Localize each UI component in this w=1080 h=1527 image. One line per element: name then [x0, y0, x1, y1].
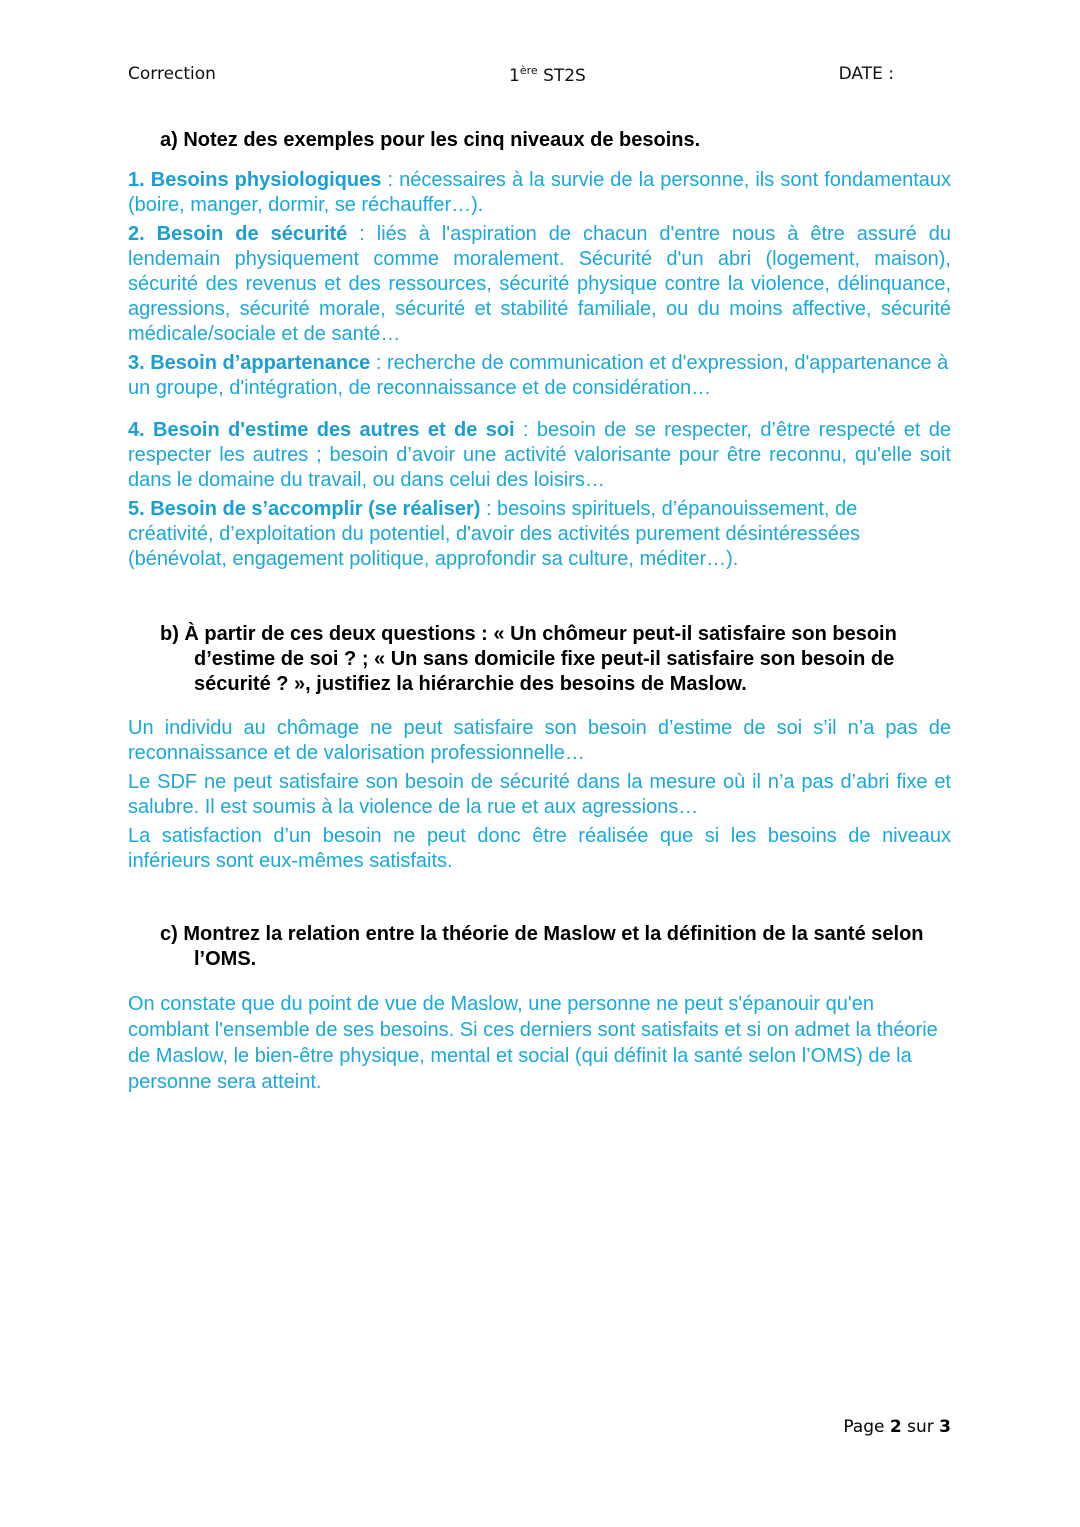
question-c: c) Montrez la relation entre la théorie de Maslow et la définition de la santé selon l’OMS. — [160, 923, 924, 970]
need-text-1: : nécessaires à la survie de la personne, ils sont fondamentaux (boire, manger, dormir, se réchauffer…). — [128, 169, 952, 216]
need-text-4: : besoin de se respecter, d’être respecté et de respecter les autres ; besoin d’avoir une activité valorisante pour être reconnu, qu'elle soit dans le domaine du travail, ou dans celui des loisirs… — [128, 419, 951, 491]
answer-c: On constate que du point de vue de Maslow, une personne ne peut s'épanouir qu'en comblant l'ensemble de ses besoins. Si ces derniers sont satisfaits et si on admet la théorie de Maslow, le bien-être physique, mental et social (qui définit la santé selon l’OMS) de la personne sera atteint. — [128, 993, 938, 1093]
need-item-1 — [128, 168, 951, 218]
answer-b-paragraph-3: La satisfaction d’un besoin ne peut donc être réalisée que si les besoins de niveaux inférieurs sont eux-mêmes satisfaits. — [128, 825, 951, 872]
answer-a-4-5 — [128, 418, 951, 572]
answer-b-paragraph-1: Un individu au chômage ne peut satisfaire son besoin d’estime de soi s’il n’a pas de reconnaissance et de valorisation professionnelle… — [128, 717, 951, 764]
page-number — [843, 1417, 951, 1437]
answer-b-paragraph-2: Le SDF ne peut satisfaire son besoin de sécurité dans la mesure où il n’a pas d’abri fixe et salubre. Il est soumis à la violence de la rue et aux agressions… — [128, 771, 951, 818]
need-item-4 — [128, 418, 951, 493]
page-current: 2 — [889, 1417, 902, 1437]
page-middle: sur — [901, 1417, 940, 1437]
header-correction: Correction — [128, 64, 216, 84]
class-sup: ère — [519, 64, 538, 77]
need-title-4: 4. Besoin d'estime des autres et de soi — [128, 419, 515, 441]
question-a: a) Notez des exemples pour les cinq niveaux de besoins. — [160, 129, 701, 151]
need-text-3: : recherche de communication et d'expression, d'appartenance à un groupe, d'intégration, de reconnaissance et de considération… — [128, 352, 949, 399]
need-item-3 — [128, 351, 951, 401]
need-title-3: 3. Besoin d’appartenance — [128, 352, 371, 374]
header-class — [509, 64, 586, 86]
need-title-2: 2. Besoin de sécurité — [128, 223, 348, 245]
page-prefix: Page — [843, 1417, 890, 1437]
header-date: DATE : — [838, 64, 894, 84]
page-header — [128, 64, 894, 90]
need-text-5: : besoins spirituels, d’épanouissement, de créativité, d’exploitation du potentiel, d'avoir des activités purement désintéressées (bénévolat, engagement politique, approfondir sa culture, méditer…). — [128, 498, 861, 570]
question-b: b) À partir de ces deux questions : « Un chômeur peut-il satisfaire son besoin d’estime de soi ? ; « Un sans domicile fixe peut-il satisfaire son besoin de sécurité ? », justifiez la hiérarchie des besoins de Maslow. — [160, 623, 897, 695]
answer-a-1-3 — [128, 168, 951, 401]
class-num: 1 — [509, 66, 520, 86]
class-name: ST2S — [543, 66, 586, 86]
need-item-5 — [128, 497, 928, 572]
need-text-2: : liés à l'aspiration de chacun d'entre nous à être assuré du lendemain physiquement comme moralement. Sécurité d'un abri (logement, maison), sécurité des revenus et des ressources, sécurité physique contre la violence, délinquance, agressions, sécurité morale, sécurité et stabilité familiale, ou du moins affective, sécurité médicale/sociale et de santé… — [128, 223, 951, 345]
answer-b — [128, 716, 951, 874]
page-total: 3 — [939, 1417, 951, 1437]
need-title-1: 1. Besoins physiologiques — [128, 169, 382, 191]
need-item-2 — [128, 222, 951, 347]
need-title-5: 5. Besoin de s’accomplir (se réaliser) — [128, 498, 481, 520]
